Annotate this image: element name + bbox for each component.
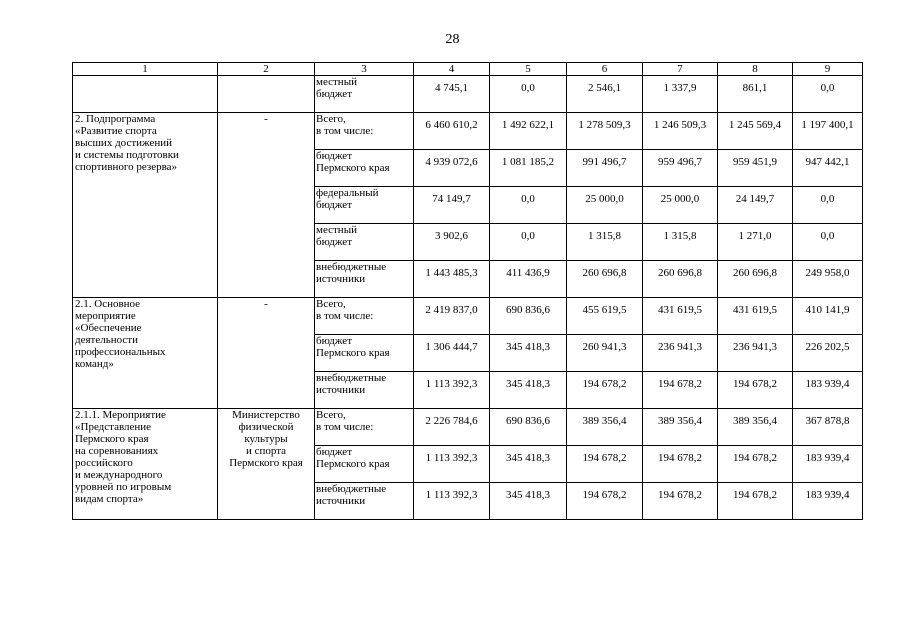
- amount-cell: 249 958,0: [793, 261, 863, 298]
- funding-source-cell: внебюджетные источники: [315, 261, 414, 298]
- amount-cell: 959 496,7: [643, 150, 718, 187]
- amount-cell: 431 619,5: [643, 298, 718, 335]
- amount-cell: 345 418,3: [490, 483, 567, 520]
- responsible-cell: [218, 76, 315, 113]
- amount-cell: 1 246 509,3: [643, 113, 718, 150]
- amount-cell: 1 337,9: [643, 76, 718, 113]
- amount-cell: 389 356,4: [718, 409, 793, 446]
- funding-source-cell: Всего, в том числе:: [315, 409, 414, 446]
- amount-cell: 3 902,6: [414, 224, 490, 261]
- funding-source-cell: бюджет Пермского края: [315, 446, 414, 483]
- amount-cell: 0,0: [793, 224, 863, 261]
- column-number: 4: [414, 63, 490, 76]
- amount-cell: 1 113 392,3: [414, 446, 490, 483]
- page-number: 28: [445, 32, 460, 47]
- table-row: [73, 298, 863, 335]
- amount-cell: 959 451,9: [718, 150, 793, 187]
- table-row: [73, 76, 863, 113]
- amount-cell: 194 678,2: [643, 446, 718, 483]
- amount-cell: 260 696,8: [567, 261, 643, 298]
- amount-cell: 194 678,2: [567, 446, 643, 483]
- amount-cell: 1 245 569,4: [718, 113, 793, 150]
- amount-cell: 236 941,3: [718, 335, 793, 372]
- amount-cell: 183 939,4: [793, 446, 863, 483]
- amount-cell: 2 546,1: [567, 76, 643, 113]
- column-number: 3: [315, 63, 414, 76]
- amount-cell: 1 306 444,7: [414, 335, 490, 372]
- funding-source-cell: внебюджетные источники: [315, 483, 414, 520]
- amount-cell: 0,0: [793, 76, 863, 113]
- program-name-cell: 2.1.1. Мероприятие «Представление Пермского края на соревнованиях российского и международного уровней по игровым видам спорта»: [73, 409, 218, 520]
- responsible-cell: -: [218, 113, 315, 298]
- column-number: 1: [73, 63, 218, 76]
- amount-cell: 4 939 072,6: [414, 150, 490, 187]
- responsible-cell: Министерство физической культуры и спорта Пермского края: [218, 409, 315, 520]
- amount-cell: 690 836,6: [490, 298, 567, 335]
- funding-source-cell: бюджет Пермского края: [315, 335, 414, 372]
- table-row: [73, 113, 863, 150]
- amount-cell: 861,1: [718, 76, 793, 113]
- amount-cell: 389 356,4: [567, 409, 643, 446]
- amount-cell: 0,0: [490, 76, 567, 113]
- amount-cell: 260 696,8: [718, 261, 793, 298]
- amount-cell: 194 678,2: [718, 372, 793, 409]
- amount-cell: 410 141,9: [793, 298, 863, 335]
- amount-cell: 947 442,1: [793, 150, 863, 187]
- funding-source-cell: местный бюджет: [315, 224, 414, 261]
- amount-cell: 411 436,9: [490, 261, 567, 298]
- amount-cell: 183 939,4: [793, 483, 863, 520]
- column-number: 7: [643, 63, 718, 76]
- amount-cell: 25 000,0: [643, 187, 718, 224]
- amount-cell: 6 460 610,2: [414, 113, 490, 150]
- amount-cell: 0,0: [793, 187, 863, 224]
- funding-table: [72, 62, 863, 520]
- amount-cell: 1 113 392,3: [414, 372, 490, 409]
- funding-source-cell: Всего, в том числе:: [315, 298, 414, 335]
- amount-cell: 431 619,5: [718, 298, 793, 335]
- funding-source-cell: федеральный бюджет: [315, 187, 414, 224]
- amount-cell: 1 315,8: [643, 224, 718, 261]
- program-name-cell: [73, 76, 218, 113]
- amount-cell: 4 745,1: [414, 76, 490, 113]
- column-number: 5: [490, 63, 567, 76]
- amount-cell: 1 278 509,3: [567, 113, 643, 150]
- amount-cell: 24 149,7: [718, 187, 793, 224]
- funding-source-cell: местный бюджет: [315, 76, 414, 113]
- amount-cell: 1 271,0: [718, 224, 793, 261]
- amount-cell: 991 496,7: [567, 150, 643, 187]
- amount-cell: 2 419 837,0: [414, 298, 490, 335]
- column-number: 6: [567, 63, 643, 76]
- table-row: [73, 409, 863, 446]
- amount-cell: 1 443 485,3: [414, 261, 490, 298]
- amount-cell: 260 696,8: [643, 261, 718, 298]
- amount-cell: 367 878,8: [793, 409, 863, 446]
- funding-source-cell: внебюджетные источники: [315, 372, 414, 409]
- amount-cell: 194 678,2: [643, 483, 718, 520]
- program-name-cell: 2.1. Основное мероприятие «Обеспечение деятельности профессиональных команд»: [73, 298, 218, 409]
- amount-cell: 690 836,6: [490, 409, 567, 446]
- program-name-cell: 2. Подпрограмма «Развитие спорта высших достижений и системы подготовки спортивного резерва»: [73, 113, 218, 298]
- amount-cell: 25 000,0: [567, 187, 643, 224]
- amount-cell: 345 418,3: [490, 446, 567, 483]
- amount-cell: 345 418,3: [490, 335, 567, 372]
- amount-cell: 194 678,2: [718, 483, 793, 520]
- header-row: [73, 63, 863, 76]
- column-number: 9: [793, 63, 863, 76]
- amount-cell: 389 356,4: [643, 409, 718, 446]
- amount-cell: 2 226 784,6: [414, 409, 490, 446]
- amount-cell: 1 197 400,1: [793, 113, 863, 150]
- column-number: 2: [218, 63, 315, 76]
- amount-cell: 345 418,3: [490, 372, 567, 409]
- amount-cell: 1 081 185,2: [490, 150, 567, 187]
- funding-source-cell: Всего, в том числе:: [315, 113, 414, 150]
- amount-cell: 183 939,4: [793, 372, 863, 409]
- amount-cell: 226 202,5: [793, 335, 863, 372]
- amount-cell: 0,0: [490, 224, 567, 261]
- amount-cell: 74 149,7: [414, 187, 490, 224]
- amount-cell: 260 941,3: [567, 335, 643, 372]
- amount-cell: 236 941,3: [643, 335, 718, 372]
- amount-cell: 194 678,2: [643, 372, 718, 409]
- funding-source-cell: бюджет Пермского края: [315, 150, 414, 187]
- amount-cell: 1 315,8: [567, 224, 643, 261]
- amount-cell: 455 619,5: [567, 298, 643, 335]
- amount-cell: 1 492 622,1: [490, 113, 567, 150]
- responsible-cell: -: [218, 298, 315, 409]
- amount-cell: 0,0: [490, 187, 567, 224]
- amount-cell: 194 678,2: [567, 372, 643, 409]
- amount-cell: 194 678,2: [718, 446, 793, 483]
- amount-cell: 194 678,2: [567, 483, 643, 520]
- amount-cell: 1 113 392,3: [414, 483, 490, 520]
- column-number: 8: [718, 63, 793, 76]
